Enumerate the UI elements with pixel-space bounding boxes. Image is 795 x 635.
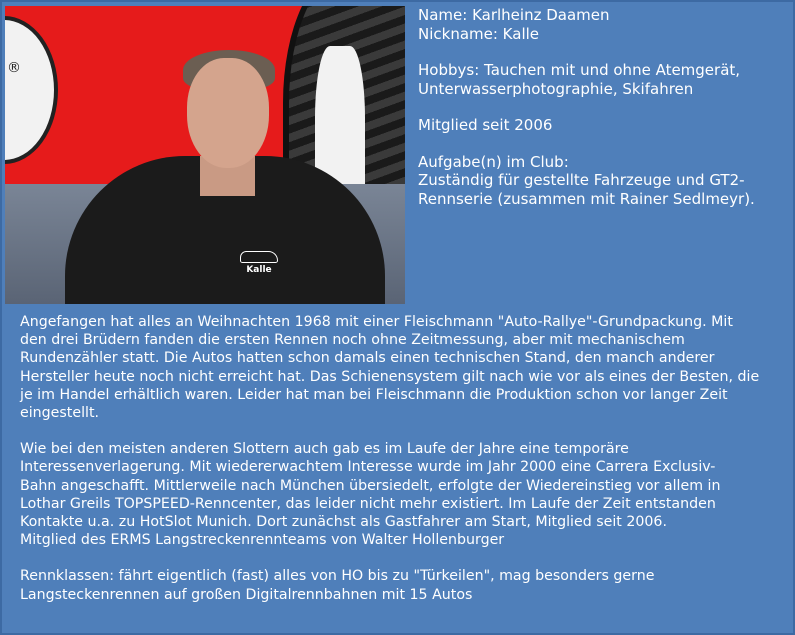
bio-line: Mitglied des ERMS Langstreckenrennteams von Walter Hollenburger — [20, 532, 505, 549]
member-biography — [20, 313, 790, 604]
tasks-heading: Aufgabe(n) im Club: — [418, 152, 569, 171]
tasks-line-2: Rennserie (zusammen mit Rainer Sedlmeyr). — [418, 189, 755, 208]
bio-line: Rundenzähler statt. Die Autos hatten schon damals einen technischen Stand, den manch anderer — [20, 350, 715, 367]
bio-line: Kontakte u.a. zu HotSlot Munich. Dort zunächst als Gastfahrer am Start, Mitglied seit 2006. — [20, 514, 667, 531]
profile-info — [418, 6, 790, 208]
hobbies-line-1: Hobbys: Tauchen mit und ohne Atemgerät, — [418, 61, 741, 79]
bio-line: den drei Brüdern fanden die ersten Rennen noch ohne Zeitmessung, aber mit mechanischem — [20, 332, 685, 349]
member-since-line: Mitglied seit 2006 — [418, 116, 553, 134]
bio-line: Angefangen hat alles an Weihnachten 1968 mit einer Fleischmann "Auto-Rallye"-Grundpackung. Mit — [20, 314, 733, 330]
bio-line: Rennklassen: fährt eigentlich (fast) alles von HO bis zu "Türkeilen", mag besonders gerne — [20, 568, 655, 585]
bio-line: Langsteckenrennen auf großen Digitalrennbahnen mit 15 Autos — [20, 586, 473, 603]
tire-graphic-left — [5, 16, 58, 164]
bio-line: Bahn angeschafft. Mittlerweile nach München übersiedelt, erfolgte der Wiedereinstieg vor allem in — [20, 477, 721, 494]
car-logo-icon — [240, 251, 278, 263]
registered-mark: ® — [7, 60, 21, 76]
bio-line: Hersteller heute noch nicht erreicht hat. Das Schienensystem gilt nach wie vor als eines der Besten, die — [20, 368, 760, 385]
bio-line: eingestellt. — [20, 405, 100, 422]
shirt-badge-text: Kalle — [246, 265, 272, 275]
nickname-line: Nickname: Kalle — [418, 24, 540, 43]
face — [187, 58, 269, 168]
bio-line: je im Handel erhältlich waren. Leider hat man bei Fleischmann die Produktion schon vor langer Zeit — [20, 386, 728, 403]
bio-line: Wie bei den meisten anderen Slottern auch gab es im Laufe der Jahre eine temporäre — [20, 441, 629, 458]
hobbies-line-2: Unterwasserphotographie, Skifahren — [418, 79, 694, 98]
member-portrait — [65, 46, 385, 304]
tasks-line-1: Zuständig für gestellte Fahrzeuge und GT2- — [418, 171, 745, 189]
shirt-badge — [237, 251, 281, 283]
member-photo — [5, 6, 405, 304]
bio-line: Lothar Greils TOPSPEED-Renncenter, das leider nicht mehr existiert. Im Laufe der Zeit entstanden — [20, 495, 716, 512]
bio-line: Interessenverlagerung. Mit wiedererwachtem Interesse wurde im Jahr 2000 eine Carrera Exclusiv- — [20, 459, 716, 476]
name-line: Name: Karlheinz Daamen — [418, 6, 610, 24]
